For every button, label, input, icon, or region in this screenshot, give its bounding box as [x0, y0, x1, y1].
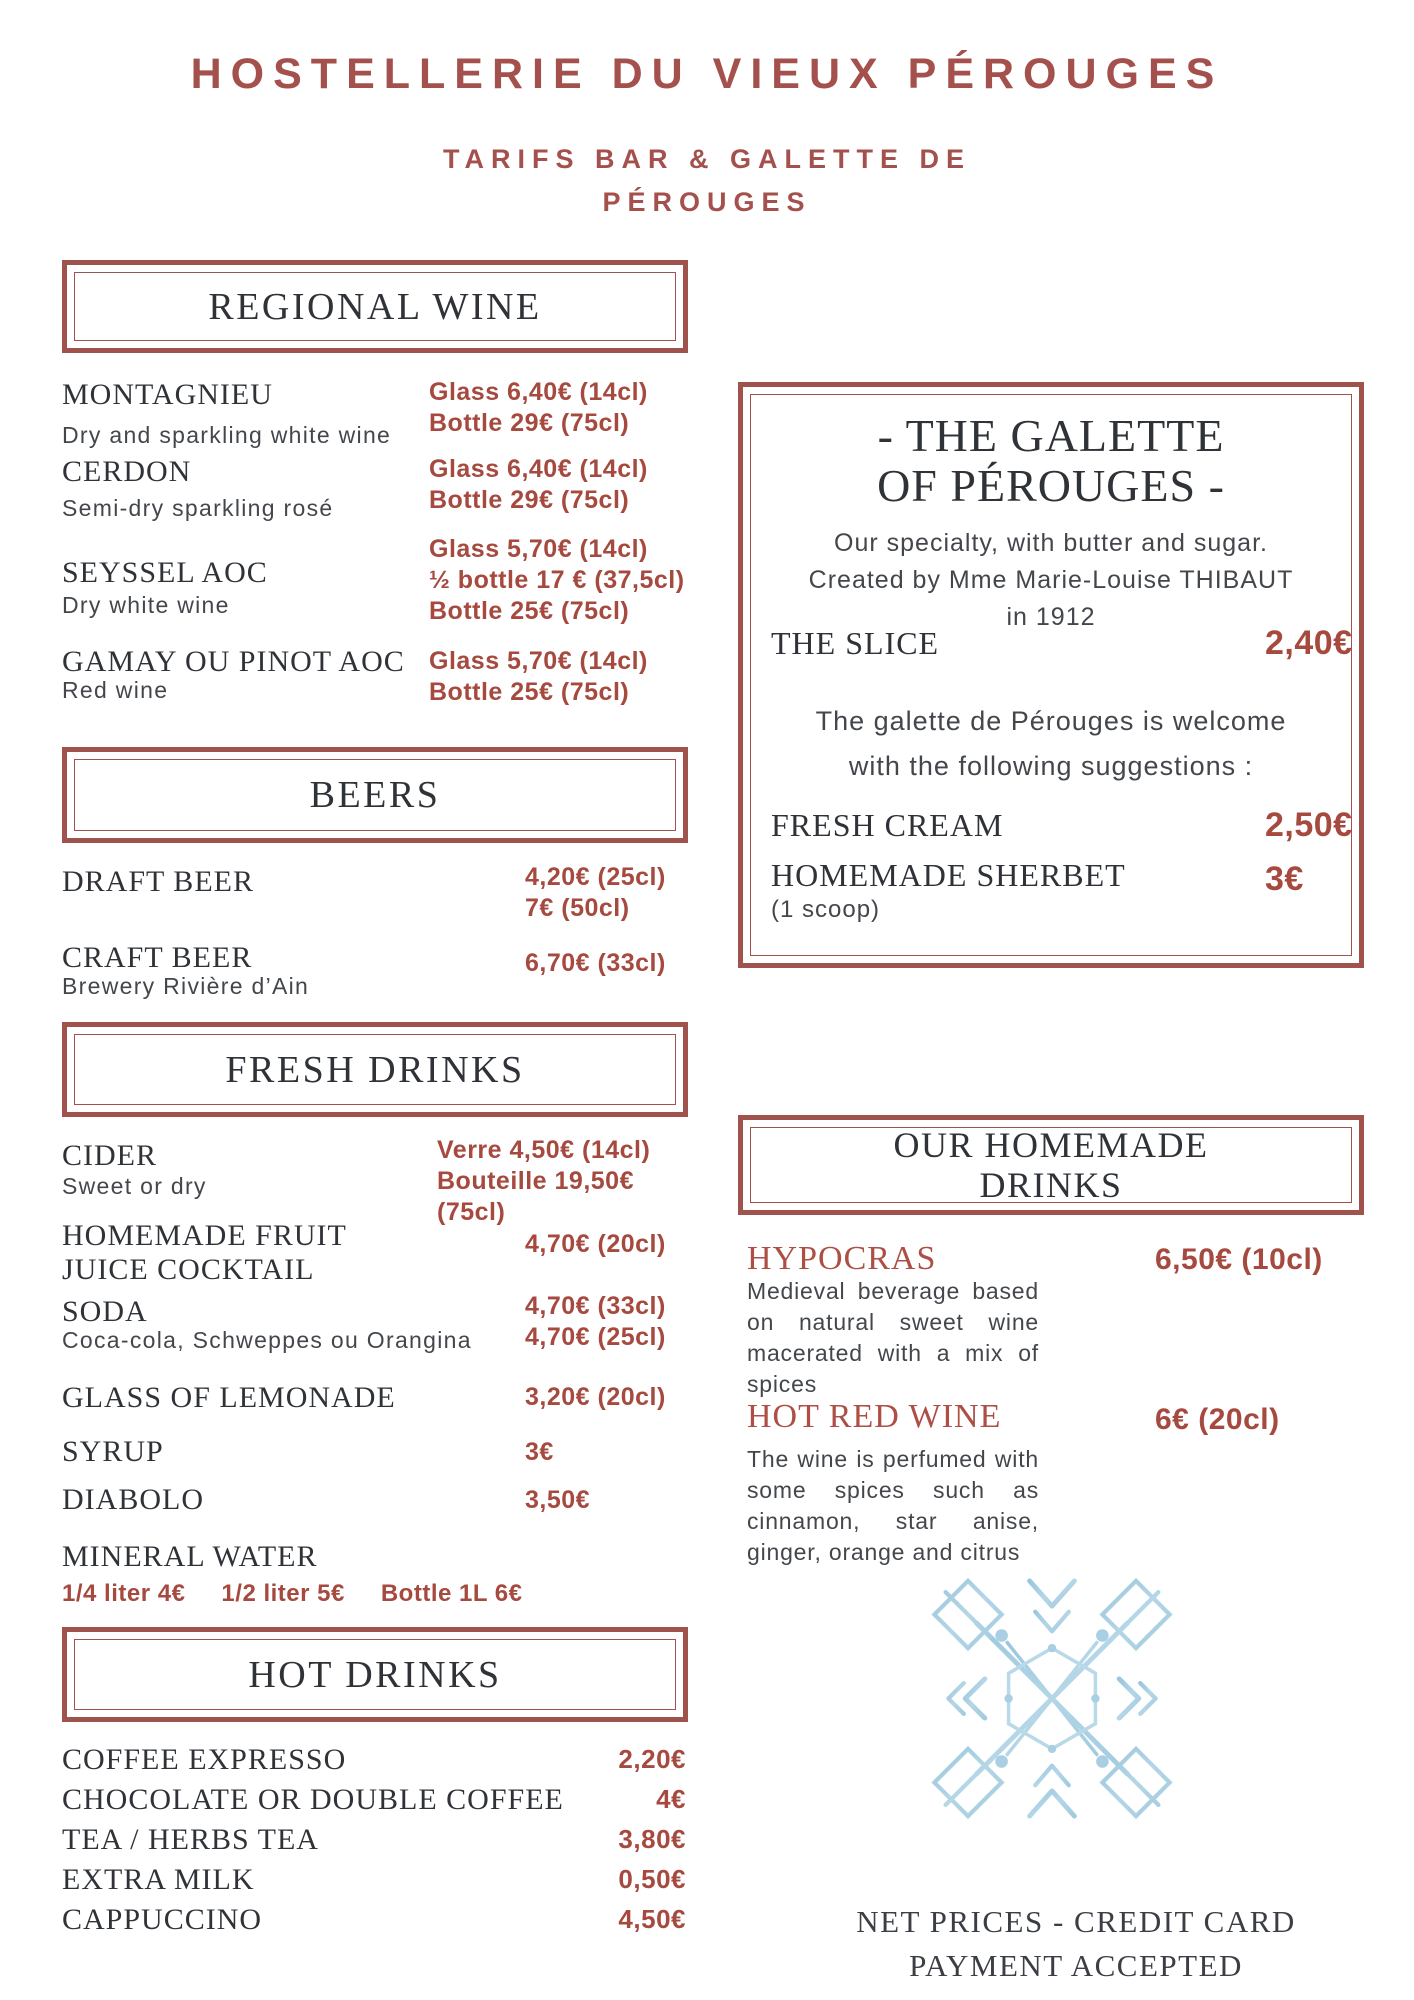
price-line: Bottle 25€ (75cl): [429, 678, 630, 706]
menu-item-gamay-pinot: [62, 644, 688, 705]
item-desc: (1 scoop): [771, 896, 881, 923]
menu-item-montagnieu: [62, 377, 688, 450]
item-desc: Red wine: [62, 677, 169, 703]
section-box-fresh-drinks-inner: [74, 1034, 676, 1105]
item-name: EXTRA MILK: [62, 1863, 255, 1896]
menu-item-homemade-sherbet: [771, 855, 1341, 925]
price-line: Verre 4,50€ (14cl): [437, 1136, 651, 1164]
item-name: HOT RED WINE: [747, 1398, 1002, 1435]
price-line: 3,50€: [525, 1486, 591, 1514]
galette-note-line1: The galette de Pérouges is welcome: [815, 706, 1287, 736]
menu-item-tea: [62, 1822, 688, 1858]
price-line: 6€ (20cl): [1155, 1403, 1280, 1436]
section-box-beers: [62, 747, 688, 843]
item-name: MINERAL WATER: [62, 1540, 318, 1573]
footer-note: [751, 1900, 1401, 1988]
item-name: GLASS OF LEMONADE: [62, 1381, 396, 1414]
galette-intro-line1: Our specialty, with butter and sugar.: [834, 529, 1268, 557]
price-line: Bottle 1L 6€: [380, 1580, 523, 1607]
item-name: COFFEE EXPRESSO: [62, 1743, 347, 1776]
price-line: 1/2 liter 5€: [221, 1580, 345, 1607]
footer-line1: NET PRICES - CREDIT CARD: [856, 1904, 1296, 1939]
price-line: 4,20€ (25cl): [525, 863, 666, 891]
price-line: 7€ (50cl): [525, 894, 630, 922]
galette-heading-line1: - THE GALETTE: [877, 410, 1225, 461]
item-desc: Coca-cola, Schweppes ou Orangina: [62, 1327, 472, 1353]
item-name: HYPOCRAS: [747, 1240, 937, 1277]
item-name: SEYSSEL AOC: [62, 556, 268, 589]
item-name: MONTAGNIEU: [62, 378, 273, 411]
price-line: 0,50€: [618, 1864, 686, 1894]
section-heading-homemade-drinks: [894, 1125, 1209, 1205]
item-desc: Dry and sparkling white wine: [62, 422, 392, 448]
menu-item-lemonade: [62, 1380, 688, 1416]
item-prices: [525, 1229, 666, 1260]
item-name: FRESH CREAM: [771, 807, 1004, 843]
menu-item-coffee-expresso: [62, 1742, 688, 1778]
section-heading-beers: BEERS: [309, 774, 441, 816]
price-line: Glass 5,70€ (14cl): [429, 647, 648, 675]
menu-item-cappuccino: [62, 1902, 688, 1938]
item-prices: [429, 646, 648, 708]
menu-item-diabolo: [62, 1482, 688, 1518]
section-box-homemade-drinks-inner: [750, 1127, 1352, 1203]
section-box-fresh-drinks: [62, 1022, 688, 1117]
galette-intro-line3: in 1912: [1006, 603, 1096, 631]
item-prices: [62, 1579, 688, 1609]
menu-item-seyssel: [62, 534, 688, 625]
page-subtitle: [0, 138, 1414, 224]
section-heading-hot-drinks: HOT DRINKS: [248, 1653, 502, 1696]
item-prices: [525, 1291, 666, 1353]
item-prices: [429, 534, 685, 627]
item-prices: [525, 1382, 666, 1413]
item-prices: [525, 1437, 554, 1468]
menu-item-extra-milk: [62, 1862, 688, 1898]
price-line: Bottle 25€ (75cl): [429, 597, 630, 625]
menu-item-soda: [62, 1294, 688, 1355]
footer-line2: PAYMENT ACCEPTED: [909, 1948, 1243, 1983]
item-name: CAPPUCCINO: [62, 1903, 263, 1936]
item-desc: Brewery Rivière d’Ain: [62, 973, 310, 999]
snowflake-icon: [912, 1556, 1192, 1841]
galette-note: [743, 699, 1359, 789]
price-line: 4,50€: [618, 1904, 686, 1934]
menu-item-syrup: [62, 1434, 688, 1470]
price-line: 3,80€: [618, 1824, 686, 1854]
price-line: 4,70€ (33cl): [525, 1292, 666, 1320]
subtitle-line1: TARIFS BAR & GALETTE DE: [443, 144, 971, 174]
price-line: Glass 6,40€ (14cl): [429, 455, 648, 483]
item-prices: [525, 948, 666, 979]
price-line: 2,50€: [1265, 806, 1353, 844]
galette-note-line2: with the following suggestions :: [848, 751, 1254, 781]
section-box-hot-drinks-inner: [74, 1639, 676, 1710]
item-desc-hot-red-wine: The wine is perfumed with some spices such as cinnamon, star anise, ginger, orange and citrus: [747, 1446, 1039, 1565]
price-line: Glass 6,40€ (14cl): [429, 378, 648, 406]
item-desc: Dry white wine: [62, 592, 230, 618]
price-line: 3,20€ (20cl): [525, 1383, 666, 1411]
item-name: SYRUP: [62, 1435, 164, 1468]
item-name: TEA / HERBS TEA: [62, 1823, 319, 1856]
section-box-beers-inner: [74, 759, 676, 831]
item-name: CIDER: [62, 1139, 157, 1172]
item-name: SODA: [62, 1295, 148, 1328]
section-box-hot-drinks: [62, 1627, 688, 1722]
menu-item-hot-red-wine: [747, 1396, 1364, 1438]
price-line: 2,20€: [618, 1744, 686, 1774]
price-line: Bouteille 19,50€ (75cl): [437, 1167, 634, 1226]
price-line: 3€: [1265, 860, 1304, 898]
menu-item-cerdon: [62, 454, 688, 523]
item-name: HOMEMADE SHERBET: [771, 857, 1126, 893]
section-box-homemade-drinks: [738, 1115, 1364, 1215]
menu-item-chocolate-double-coffee: [62, 1782, 688, 1818]
item-name: CERDON: [62, 455, 192, 488]
price-line: Glass 5,70€ (14cl): [429, 535, 648, 563]
item-desc-hypocras: Medieval beverage based on natural sweet wine macerated with a mix of spices: [747, 1278, 1039, 1397]
price-line: Bottle 29€ (75cl): [429, 486, 630, 514]
menu-item-fruit-juice-cocktail: [62, 1219, 688, 1287]
price-line: 6,70€ (33cl): [525, 949, 666, 977]
item-desc: Semi-dry sparkling rosé: [62, 495, 334, 521]
item-prices: [437, 1135, 688, 1228]
item-prices: [429, 454, 648, 516]
item-name-line1: HOMEMADE FRUIT: [62, 1219, 347, 1252]
item-name: THE SLICE: [771, 625, 940, 661]
heading-line2: DRINKS: [979, 1165, 1123, 1205]
price-line: 4€: [656, 1784, 686, 1814]
price-line: 4,70€ (20cl): [525, 1230, 666, 1258]
section-heading-fresh-drinks: FRESH DRINKS: [225, 1048, 525, 1091]
item-name-line2: JUICE COCKTAIL: [62, 1253, 315, 1286]
section-heading-regional-wine: REGIONAL WINE: [208, 285, 542, 328]
page-title: HOSTELLERIE DU VIEUX PÉROUGES: [190, 50, 1224, 98]
galette-heading: [743, 411, 1359, 511]
price-line: ½ bottle 17 € (37,5cl): [429, 566, 685, 594]
item-name: DRAFT BEER: [62, 865, 254, 898]
item-prices: [525, 862, 666, 924]
section-box-regional-wine: [62, 260, 688, 353]
heading-line1: OUR HOMEMADE: [893, 1125, 1209, 1165]
price-line: Bottle 29€ (75cl): [429, 409, 630, 437]
price-line: 6,50€ (10cl): [1155, 1243, 1323, 1276]
menu-item-craft-beer: [62, 940, 688, 1001]
menu-item-the-slice: [771, 623, 1353, 663]
item-name: CHOCOLATE OR DOUBLE COFFEE: [62, 1783, 564, 1816]
item-name: GAMAY OU PINOT AOC: [62, 645, 405, 678]
price-line: 1/4 liter 4€: [62, 1580, 186, 1607]
menu-item-cider: [62, 1136, 688, 1226]
menu-item-draft-beer: [62, 863, 688, 922]
menu-item-fresh-cream: [771, 805, 1353, 845]
subtitle-line2: PÉROUGES: [602, 187, 812, 217]
item-desc: Sweet or dry: [62, 1173, 207, 1199]
item-prices: [525, 1485, 590, 1516]
item-name: DIABOLO: [62, 1483, 204, 1516]
section-box-regional-wine-inner: [74, 272, 676, 341]
section-box-galette: [738, 382, 1364, 968]
price-line: 4,70€ (25cl): [525, 1323, 666, 1351]
price-line: 3€: [525, 1438, 554, 1466]
galette-intro: [743, 525, 1359, 636]
item-prices: [429, 377, 648, 439]
item-name: CRAFT BEER: [62, 941, 253, 974]
price-line: 2,40€: [1265, 624, 1353, 662]
menu-item-mineral-water: [62, 1539, 688, 1609]
menu-item-hypocras: [747, 1238, 1364, 1280]
galette-heading-line2: OF PÉROUGES -: [877, 460, 1225, 511]
galette-intro-line2: Created by Mme Marie-Louise THIBAUT: [808, 566, 1294, 594]
